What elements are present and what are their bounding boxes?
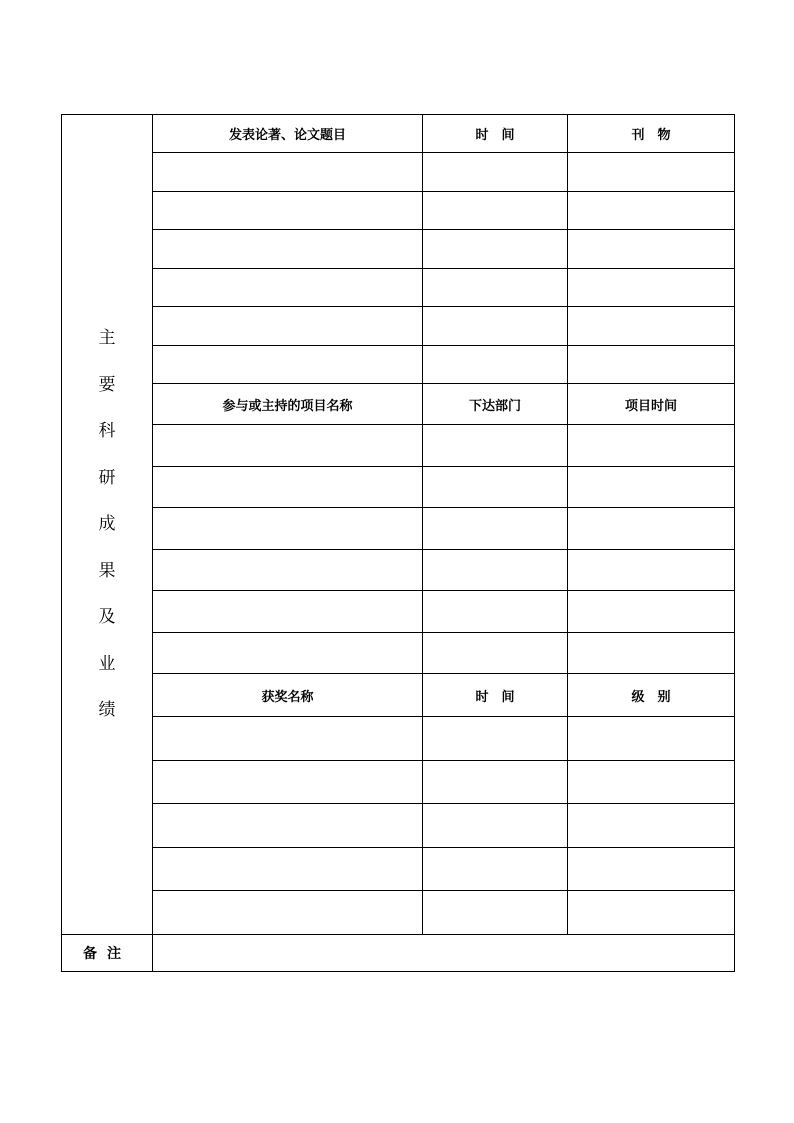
projects-cell-time[interactable] bbox=[423, 632, 568, 674]
side-label-char: 绩 bbox=[98, 700, 116, 720]
projects-cell-title[interactable] bbox=[153, 632, 423, 674]
publications-header-title: 发表论著、论文题目 bbox=[153, 115, 423, 153]
awards-cell-source[interactable] bbox=[568, 717, 735, 761]
projects-cell-source[interactable] bbox=[568, 632, 735, 674]
side-label-char: 研 bbox=[98, 467, 116, 488]
side-label-char: 主 bbox=[98, 328, 116, 348]
publications-header-source: 刊 物 bbox=[568, 115, 735, 153]
table-row bbox=[62, 717, 735, 761]
table-row bbox=[62, 549, 735, 591]
publications-cell-title[interactable] bbox=[153, 268, 423, 307]
table-row bbox=[62, 760, 735, 804]
projects-cell-time[interactable] bbox=[423, 466, 568, 508]
remarks-row bbox=[62, 934, 735, 971]
projects-cell-title[interactable] bbox=[153, 549, 423, 591]
publications-cell-title[interactable] bbox=[153, 307, 423, 346]
projects-cell-title[interactable] bbox=[153, 425, 423, 467]
awards-cell-time[interactable] bbox=[423, 717, 568, 761]
awards-header-source: 级 别 bbox=[568, 674, 735, 717]
projects-cell-title[interactable] bbox=[153, 591, 423, 633]
awards-cell-time[interactable] bbox=[423, 760, 568, 804]
publications-cell-source[interactable] bbox=[568, 191, 735, 230]
side-label-char: 要 bbox=[98, 374, 116, 395]
publications-cell-title[interactable] bbox=[153, 153, 423, 192]
form-sheet bbox=[61, 114, 734, 972]
remarks-label: 备注 bbox=[62, 934, 153, 971]
awards-cell-title[interactable] bbox=[153, 847, 423, 891]
awards-cell-source[interactable] bbox=[568, 847, 735, 891]
awards-header-title: 获奖名称 bbox=[153, 674, 423, 717]
table-row bbox=[62, 307, 735, 346]
side-label-char: 果 bbox=[98, 560, 116, 581]
awards-cell-time[interactable] bbox=[423, 847, 568, 891]
table-row bbox=[62, 847, 735, 891]
projects-cell-time[interactable] bbox=[423, 508, 568, 550]
table-row bbox=[62, 191, 735, 230]
side-label-char: 成 bbox=[98, 514, 116, 534]
awards-cell-title[interactable] bbox=[153, 717, 423, 761]
table-row bbox=[62, 804, 735, 848]
section-side-label bbox=[62, 115, 153, 935]
awards-header-row bbox=[62, 674, 735, 717]
side-label-char: 科 bbox=[98, 421, 116, 441]
publications-cell-time[interactable] bbox=[423, 307, 568, 346]
projects-header-time: 下达部门 bbox=[423, 384, 568, 425]
table-row bbox=[62, 345, 735, 384]
projects-cell-time[interactable] bbox=[423, 549, 568, 591]
awards-cell-title[interactable] bbox=[153, 804, 423, 848]
awards-cell-title[interactable] bbox=[153, 760, 423, 804]
table-row bbox=[62, 466, 735, 508]
projects-cell-title[interactable] bbox=[153, 508, 423, 550]
publications-header-time: 时 间 bbox=[423, 115, 568, 153]
side-label-char: 及 bbox=[98, 607, 116, 627]
publications-cell-source[interactable] bbox=[568, 345, 735, 384]
publications-cell-source[interactable] bbox=[568, 268, 735, 307]
awards-cell-title[interactable] bbox=[153, 891, 423, 935]
projects-cell-source[interactable] bbox=[568, 591, 735, 633]
projects-cell-source[interactable] bbox=[568, 425, 735, 467]
table-row bbox=[62, 268, 735, 307]
publications-cell-title[interactable] bbox=[153, 191, 423, 230]
table-row bbox=[62, 632, 735, 674]
publications-header-row bbox=[62, 115, 735, 153]
table-row bbox=[62, 891, 735, 935]
table-row bbox=[62, 153, 735, 192]
publications-cell-time[interactable] bbox=[423, 191, 568, 230]
projects-cell-source[interactable] bbox=[568, 466, 735, 508]
research-achievements-table bbox=[61, 114, 735, 972]
publications-cell-time[interactable] bbox=[423, 268, 568, 307]
projects-header-row bbox=[62, 384, 735, 425]
publications-cell-source[interactable] bbox=[568, 153, 735, 192]
awards-cell-time[interactable] bbox=[423, 804, 568, 848]
publications-cell-time[interactable] bbox=[423, 230, 568, 269]
table-row bbox=[62, 230, 735, 269]
publications-cell-time[interactable] bbox=[423, 345, 568, 384]
table-row bbox=[62, 508, 735, 550]
projects-cell-time[interactable] bbox=[423, 591, 568, 633]
projects-header-title: 参与或主持的项目名称 bbox=[153, 384, 423, 425]
projects-cell-title[interactable] bbox=[153, 466, 423, 508]
remarks-field[interactable] bbox=[153, 934, 735, 971]
awards-cell-source[interactable] bbox=[568, 804, 735, 848]
publications-cell-title[interactable] bbox=[153, 345, 423, 384]
projects-cell-time[interactable] bbox=[423, 425, 568, 467]
awards-cell-time[interactable] bbox=[423, 891, 568, 935]
projects-cell-source[interactable] bbox=[568, 549, 735, 591]
awards-cell-source[interactable] bbox=[568, 760, 735, 804]
publications-cell-source[interactable] bbox=[568, 307, 735, 346]
publications-cell-title[interactable] bbox=[153, 230, 423, 269]
awards-header-time: 时 间 bbox=[423, 674, 568, 717]
projects-cell-source[interactable] bbox=[568, 508, 735, 550]
side-label-char: 业 bbox=[98, 653, 116, 674]
awards-cell-source[interactable] bbox=[568, 891, 735, 935]
publications-cell-source[interactable] bbox=[568, 230, 735, 269]
table-row bbox=[62, 425, 735, 467]
projects-header-source: 项目时间 bbox=[568, 384, 735, 425]
table-row bbox=[62, 591, 735, 633]
publications-cell-time[interactable] bbox=[423, 153, 568, 192]
